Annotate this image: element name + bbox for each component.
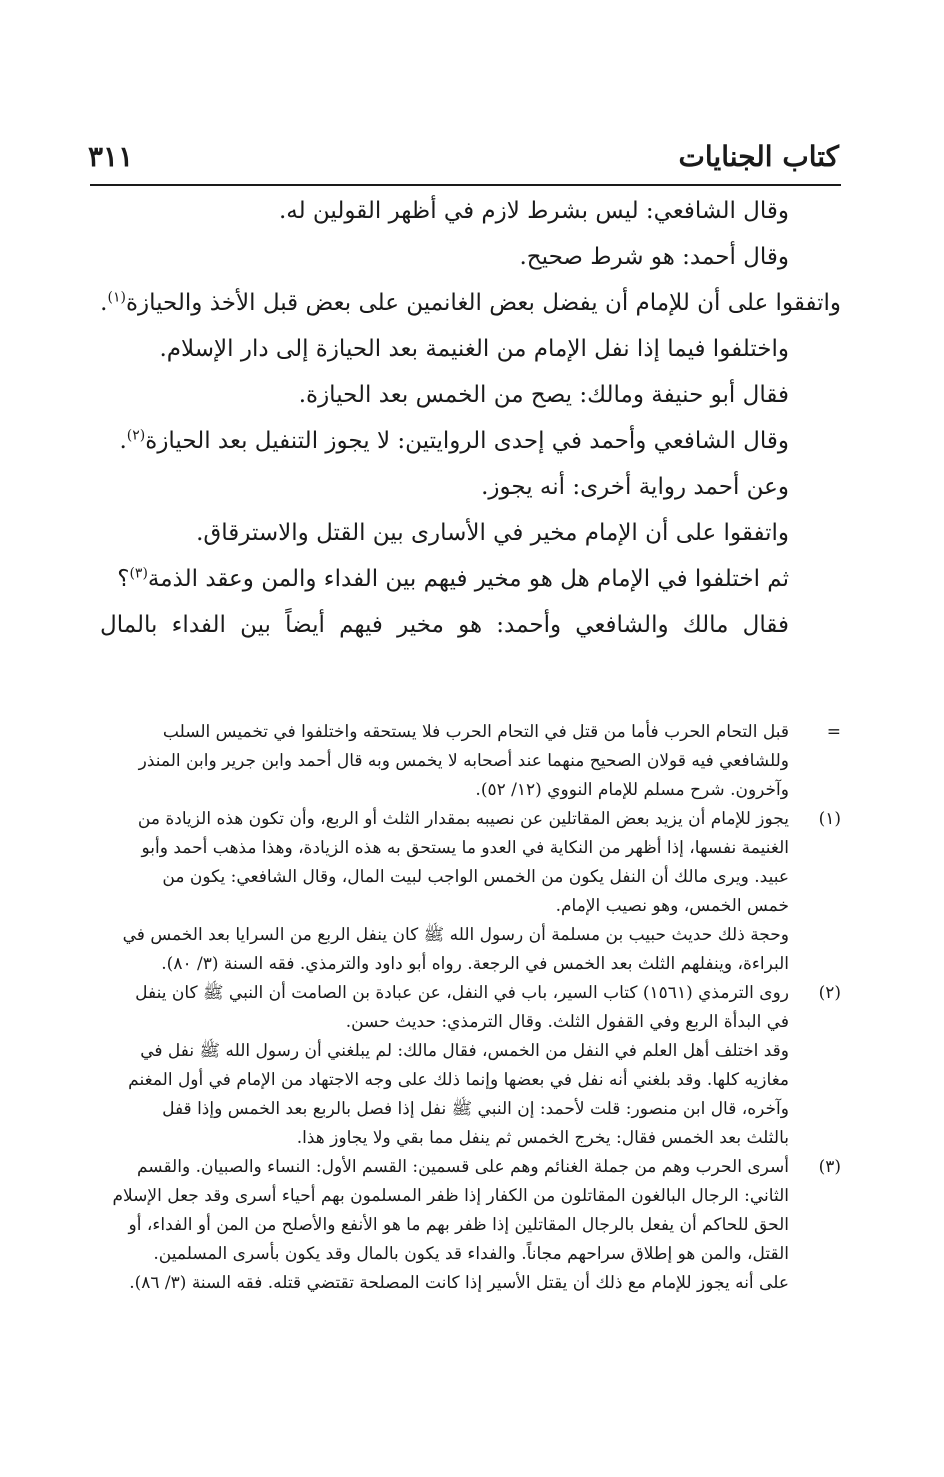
footnote-line: الغنيمة نفسها، إذا أظهر من النكاية في العدو ما يستحق به هذه الزيادة، وهذا مذهب أحمد وأبو (141, 838, 789, 858)
paragraph: فقال أبو حنيفة ومالك: يصح من الخمس بعد الحيازة. (298, 382, 789, 408)
book-title: كتاب الجنايات (678, 140, 839, 173)
footnote-ref[interactable]: (٢) (126, 427, 146, 444)
header-rule (90, 184, 841, 186)
paragraph: واختلفوا فيما إذا نفل الإمام من الغنيمة بعد الحيازة إلى دار الإسلام. (159, 336, 789, 362)
footnote-marker: (٣) (818, 1157, 841, 1177)
paragraph: وعن أحمد رواية أخرى: أنه يجوز. (481, 474, 789, 500)
footnote-line: القتل، والمن هو إطلاق سراحهم مجاناً. والفداء قد يكون بالمال وقد يكون بأسرى المسلمين. (153, 1244, 789, 1264)
footnote-1 (100, 805, 841, 979)
paragraph (100, 556, 841, 602)
footnote-line: وحجة ذلك حديث حبيب بن مسلمة أن رسول الله ﷺ كان ينفل الربع من السرايا بعد الخمس في (122, 925, 789, 945)
footnote-line: الحق للحاكم أن يفعل بالرجال المقاتلين إذا ظفر بهم ما هو الأنفع والأصلح من المن أو الفداء، أو (128, 1215, 789, 1235)
footnote-line: خمس الخمس، وهو نصيب الإمام. (555, 896, 789, 916)
footnote-line: وللشافعي فيه قولان الصحيح منهما عند أصحابه لا يخمس وبه قال أحمد وابن جرير وابن المنذر (138, 751, 789, 771)
footnote-line: البراءة، وينفلهم الثلث بعد الخمس في الرجعة. رواه أبو داود والترمذي. فقه السنة (٣/ ٨٠). (161, 954, 789, 974)
footnote-line: على أنه يجوز للإمام مع ذلك أن يقتل الأسير إذا كانت المصلحة تقتضي قتله. فقه السنة (٣/ ٨٦). (129, 1273, 789, 1293)
paragraph-text: وقال الشافعي وأحمد في إحدى الروايتين: لا يجوز التنفيل بعد الحيازة (145, 428, 789, 454)
main-text (100, 188, 841, 648)
footnote-line: في البدأة الربع وفي القفول الثلث. وقال الترمذي: حديث حسن. (345, 1012, 789, 1032)
footnote-line: وقد اختلف أهل العلم في النفل من الخمس، فقال مالك: لم يبلغني أن رسول الله ﷺ نفل في (140, 1041, 789, 1061)
paragraph (100, 280, 841, 326)
footnote-line: عبيد. ويرى مالك أن النفل يكون من الخمس الواجب لبيت المال، وقال الشافعي: يكون من (162, 867, 789, 887)
footnote-line: روى الترمذي (١٥٦١) كتاب السير، باب في النفل، عن عبادة بن الصامت أن النبي ﷺ كان ينفل (135, 983, 789, 1003)
paragraph-text: ثم اختلفوا في الإمام هل هو مخير فيهم بين الفداء والمن وعقد الذمة (147, 566, 789, 592)
footnote-line: الثاني: الرجال البالغون المقاتلون من الكفار إذا ظفر المسلمون بهم أحياء أسرى وقد جعل الإسلام (112, 1186, 789, 1206)
punctuation: ؟ (117, 566, 130, 592)
paragraph: فقال مالك والشافعي وأحمد: هو مخير فيهم أيضاً بين الفداء بالمال (100, 612, 789, 638)
footnote-3 (100, 1153, 841, 1298)
footnotes (100, 718, 841, 1298)
running-header (88, 140, 839, 184)
footnote-line: وآخره، قال ابن منصور: قلت لأحمد: إن النبي ﷺ نفل إذا فصل بالربع بعد الخمس وإذا قفل (162, 1099, 789, 1119)
paragraph: واتفقوا على أن الإمام مخير في الأسارى بين القتل والاسترقاق. (196, 520, 789, 546)
footnote-2 (100, 979, 841, 1153)
paragraph: وقال أحمد: هو شرط صحيح. (519, 244, 789, 270)
punctuation: . (100, 290, 108, 316)
footnote-line: يجوز للإمام أن يزيد بعض المقاتلين عن نصيبه بمقدار الثلث أو الربع، وأن تكون هذه الزيادة من (137, 809, 789, 829)
footnote-marker: = (826, 722, 841, 742)
footnote-marker: (١) (818, 809, 841, 829)
footnote-ref[interactable]: (١) (107, 289, 126, 306)
footnote-line: أسرى الحرب وهم من جملة الغنائم وهم على قسمين: القسم الأول: النساء والصبيان. والقسم (136, 1157, 789, 1177)
page-number: ٣١١ (88, 140, 134, 173)
paragraph: وقال الشافعي: ليس بشرط لازم في أظهر القولين له. (278, 198, 789, 224)
footnote-line: بالثلث بعد الخمس فقال: يخرج الخمس ثم ينفل مما بقي ولا يجاوز هذا. (296, 1128, 789, 1148)
footnote-line: مغازيه كلها. وقد بلغني أنه نفل في بعضها وإنما ذلك على وجه الاجتهاد من الإمام في أول المغنم (128, 1070, 789, 1090)
paragraph (100, 418, 841, 464)
footnote-marker: (٢) (818, 983, 841, 1003)
footnote-continuation (100, 718, 841, 805)
paragraph-text: واتفقوا على أن للإمام أن يفضل بعض الغانمين على بعض قبل الأخذ والحيازة (125, 290, 841, 316)
footnote-line: قبل التحام الحرب فأما من قتل في التحام الحرب فلا يستحقه واختلفوا في تخميس السلب (162, 722, 789, 742)
footnote-ref[interactable]: (٣) (129, 565, 148, 582)
footnote-line: وآخرون. شرح مسلم للإمام النووي (١٢/ ٥٢). (475, 780, 789, 800)
punctuation: . (119, 428, 127, 454)
